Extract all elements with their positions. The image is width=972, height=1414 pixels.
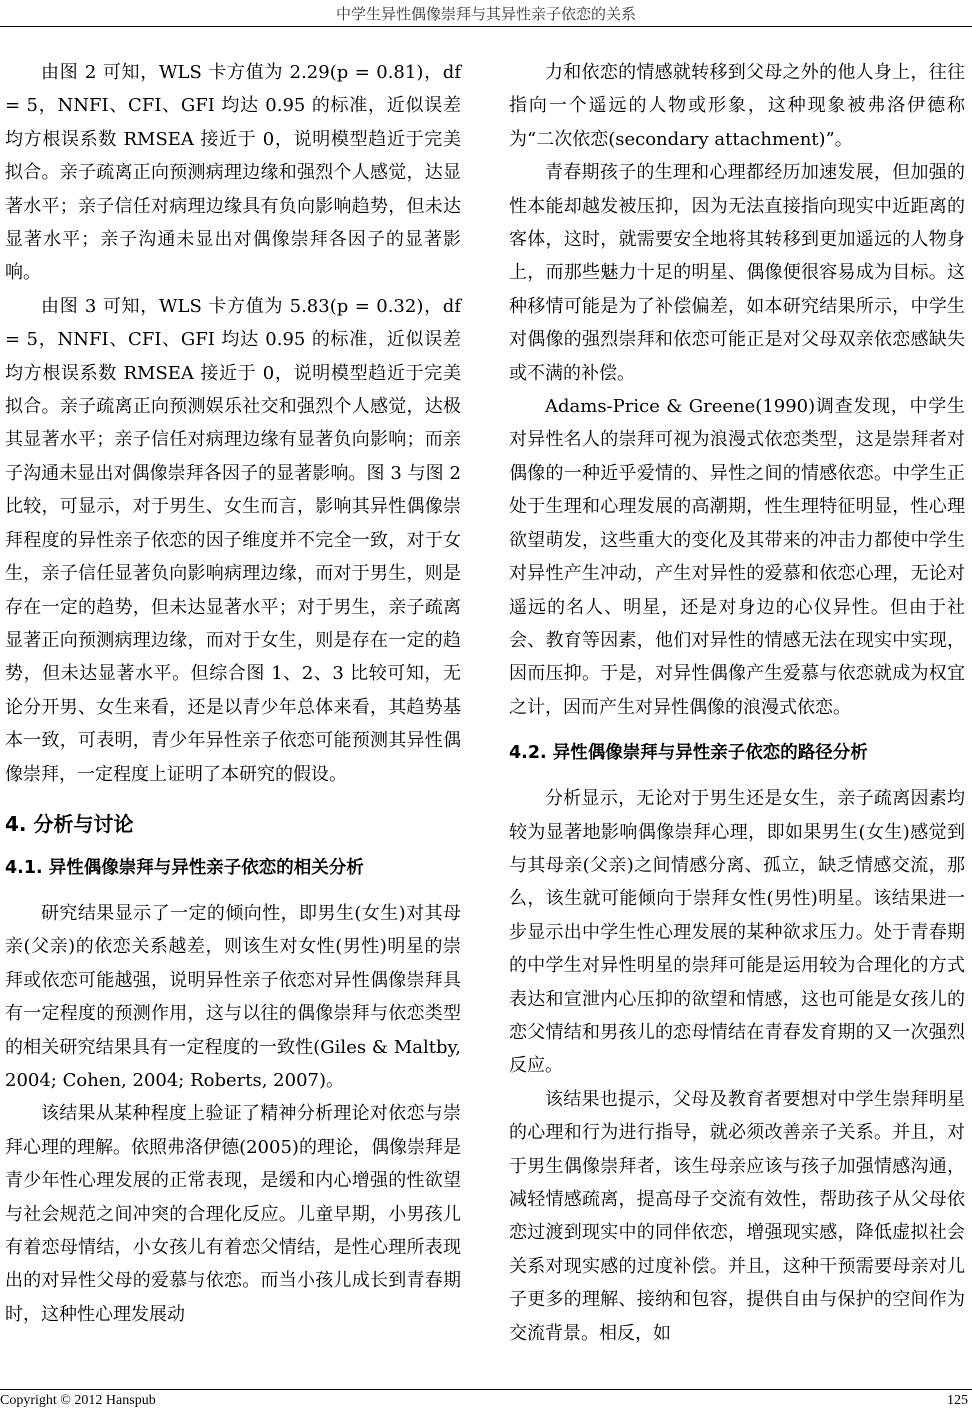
paragraph-correlation-results: 研究结果显示了一定的倾向性，即男生(女生)对其母亲(父亲)的依恋关系越差，则该生对女性(男性)明星的崇拜或依恋可能越强，说明异性亲子依恋对异性偶像崇拜具有一定程度的预测作用，这与以往的偶像崇拜与依恋类型的相关研究结果具有一定程度的一致性(Giles & Maltby, 2004; Cohen, 2004; Roberts, 2007)。 [5, 902, 461, 1091]
running-title: 中学生异性偶像崇拜与其异性亲子依恋的关系 [335, 5, 636, 23]
paragraph-figure2-results: 由图 2 可知，WLS 卡方值为 2.29(p = 0.81)，df = 5，NNFI、CFI、GFI 均达 0.95 的标准，近似误差均方根误系数 RMSEA 接近于 0，说明模型趋近于完美拟合。亲子疏离正向预测病理边缘和强烈个人感觉，达显著水平；亲子信任对病理边缘具有负向影响趋势，但未达显著水平；亲子沟通未显出对偶像崇拜各因子的显著影响。 [5, 62, 461, 284]
left-column [5, 56, 461, 1331]
page-number: 125 [947, 1393, 968, 1408]
paragraph-secondary-attachment: 力和依恋的情感就转移到父母之外的他人身上，往往指向一个遥远的人物或形象，这种现象被弗洛伊德称为“二次依恋(secondary attachment)”。 [509, 62, 965, 150]
paragraph-implications: 该结果也提示，父母及教育者要想对中学生崇拜明星的心理和行为进行指导，就必须改善亲子关系。并且，对于男生偶像崇拜者，该生母亲应该与孩子加强情感沟通，减轻情感疏离，提高母子交流有效性，帮助孩子从父母依恋过渡到现实中的同伴依恋，增强现实感，降低虚拟社会关系对现实感的过度补偿。并且，这种干预需要母亲对儿子更多的理解、接纳和包容，提供自由与保护的空间作为交流背景。相反，如 [509, 1088, 965, 1344]
paragraph-romantic-attachment: Adams-Price & Greene(1990)调查发现，中学生对异性名人的崇拜可视为浪漫式依恋类型，这是崇拜者对偶像的一种近乎爱情的、异性之间的情感依恋。中学生正处于生理和心理发展的高潮期，性生理特征明显，性心理欲望萌发，这些重大的变化及其带来的冲击力都使中学生对异性产生冲动，产生对异性的爱慕和依恋心理，无论对遥远的名人、明星，还是对身边的心仪异性。但由于社会、教育等因素，他们对异性的情感无法在现实中实现，因而压抑。于是，对异性偶像产生爱慕与依恋就成为权宜之计，因而产生对异性偶像的浪漫式依恋。 [509, 396, 965, 718]
subsection-heading-4-2: 4.2. 异性偶像崇拜与异性亲子依恋的路径分析 [509, 743, 868, 764]
section-heading-analysis-discussion: 4. 分析与讨论 [5, 811, 134, 836]
copyright-notice: Copyright © 2012 Hanspub [0, 1393, 156, 1408]
paragraph-figure3-results: 由图 3 可知，WLS 卡方值为 5.83(p = 0.32)，df = 5，NNFI、CFI、GFI 均达 0.95 的标准，近似误差均方根误系数 RMSEA 接近于 0，说明模型趋近于完美拟合。亲子疏离正向预测娱乐社交和强烈个人感觉，达极其显著水平；亲子信任对病理边缘有显著负向影响；而亲子沟通未显出对偶像崇拜各因子的显著影响。图 3 与图 2 比较，可显示，对于男生、女生而言，影响其异性偶像崇拜程度的异性亲子依恋的因子维度并不完全一致，对于女生，亲子信任显著负向影响病理边缘，而对于男生，则是存在一定的趋势，但未达显著水平；对于男生，亲子疏离显著正向预测病理边缘，而对于女生，则是存在一定的趋势，但未达显著水平。但综合图 1、2、3 比较可知，无论分开男、女生来看，还是以青少年总体来看，其趋势基本一致，可表明，青少年异性亲子依恋可能预测其异性偶像崇拜，一定程度上证明了本研究的假设。 [5, 295, 461, 785]
paragraph-adolescent-development: 青春期孩子的生理和心理都经历加速发展，但加强的性本能却越发被压抑，因为无法直接指向现实中近距离的客体，这时，就需要安全地将其转移到更加遥远的人物身上，而那些魅力十足的明星、偶像便很容易成为目标。这种移情可能是为了补偿偏差，如本研究结果所示，中学生对偶像的强烈崇拜和依恋可能正是对父母双亲依恋感缺失或不满的补偿。 [509, 162, 965, 384]
right-column [509, 56, 965, 1350]
header-divider [0, 26, 972, 27]
paragraph-path-analysis: 分析显示，无论对于男生还是女生，亲子疏离因素均较为显著地影响偶像崇拜心理，即如果男生(女生)感觉到与其母亲(父亲)之间情感分离、孤立，缺乏情感交流，那么，该生就可能倾向于崇拜女性(男性)明星。该结果进一步显示出中学生性心理发展的某种欲求压力。处于青春期的中学生对异性明星的崇拜可能是运用较为合理化的方式表达和宣泄内心压抑的欲望和情感，这也可能是女孩儿的恋父情结和男孩儿的恋母情结在青春发育期的又一次强烈反应。 [509, 788, 965, 1077]
subsection-heading-4-1: 4.1. 异性偶像崇拜与异性亲子依恋的相关分析 [5, 857, 364, 878]
footer-divider [0, 1389, 972, 1390]
paragraph-psychoanalytic-theory: 该结果从某种程度上验证了精神分析理论对依恋与崇拜心理的理解。依照弗洛伊德(2005)的理论，偶像崇拜是青少年性心理发展的正常表现，是缓和内心增强的性欲望与社会规范之间冲突的合理化反应。儿童早期，小男孩儿有着恋母情结，小女孩儿有着恋父情结，是性心理所表现出的对异性父母的爱慕与依恋。而当小孩儿成长到青春期时，这种性心理发展动 [5, 1103, 461, 1325]
